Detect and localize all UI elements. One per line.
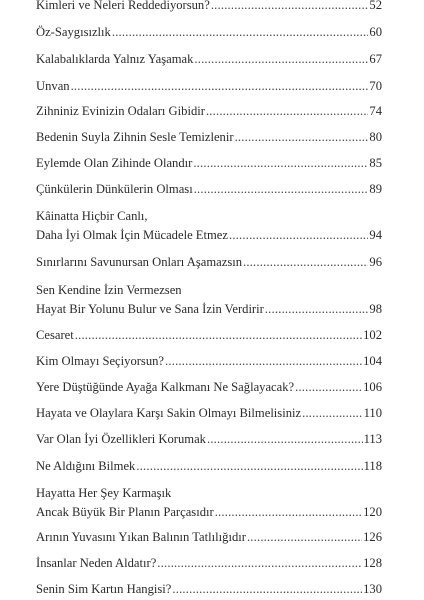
toc-entry-title: Arının Yuvasını Yıkan Balının Tatlılığıdır [36, 530, 246, 544]
toc-entry-page: 74 [369, 104, 382, 118]
toc-entry-title: Ne Aldığını Bilmek [36, 459, 136, 473]
toc-entry-title: Yere Düştüğünde Ayağa Kalkmanı Ne Sağlayacak? [36, 380, 295, 394]
dot-leader [75, 326, 362, 345]
dot-leader [207, 430, 363, 449]
dot-leader [194, 50, 368, 69]
toc-entry-title-line1: Sen Kendine İzin Vermezsen [36, 283, 182, 297]
toc-entry-title: Öz-Saygısızlık [36, 25, 111, 39]
dot-leader [229, 226, 368, 245]
dot-leader [71, 77, 369, 96]
toc-entry-page: 96 [369, 255, 382, 269]
toc-entry [36, 154, 382, 173]
dot-leader [193, 154, 368, 173]
toc-entry [36, 77, 382, 96]
toc-entry-page: 52 [369, 0, 382, 12]
toc-entry-title: Daha İyi Olmak İçin Mücadele Etmez [36, 228, 228, 242]
toc-entry-page: 126 [363, 530, 382, 544]
toc-entry-title: Hayat Bir Yolunu Bulur ve Sana İzin Verdirir [36, 302, 264, 316]
toc-entry-title-line1: Kâinatta Hiçbir Canlı, [36, 209, 148, 223]
toc-entry [36, 457, 382, 476]
toc-entry-title: Unvan [36, 79, 70, 93]
dot-leader [211, 0, 369, 15]
dot-leader [136, 457, 362, 476]
toc-entry-page: 98 [369, 302, 382, 316]
toc-entry-page: 85 [369, 156, 382, 170]
dot-leader [112, 23, 369, 42]
toc-entry [36, 528, 382, 547]
toc-entry [36, 50, 382, 69]
toc-entry-page: 89 [369, 182, 382, 196]
dot-leader [165, 352, 362, 371]
toc-entry-page: 118 [363, 459, 382, 473]
toc-entry [36, 253, 382, 272]
toc-entry-page: 120 [363, 505, 382, 519]
toc-entry [36, 484, 382, 522]
toc-entry [36, 326, 382, 345]
toc-entry-title: Hayata ve Olaylara Karşı Sakin Olmayı Bilmelisiniz [36, 406, 302, 420]
toc-entry-title: Çünkülerin Dünkülerin Olması [36, 182, 193, 196]
toc-entry-title: Kim Olmayı Seçiyorsun? [36, 354, 165, 368]
toc-entry-title: Kimleri ve Neleri Reddediyorsun? [36, 0, 210, 12]
toc-entry-title: İnsanlar Neden Aldatır? [36, 556, 157, 570]
toc-entry-page: 67 [369, 52, 382, 66]
dot-leader [247, 528, 362, 547]
toc-entry-title: Cesaret [36, 328, 74, 342]
toc-entry-page: 113 [363, 432, 382, 446]
toc-entry [36, 180, 382, 199]
toc-entry-page: 104 [363, 354, 382, 368]
toc-entry-page: 80 [369, 130, 382, 144]
toc-entry-title: Bedenin Suyla Zihnin Sesle Temizlenir [36, 130, 234, 144]
toc-entry [36, 404, 382, 423]
dot-leader [235, 128, 369, 147]
toc-entry [36, 352, 382, 371]
toc-entry [36, 281, 382, 319]
dot-leader [172, 580, 362, 599]
dot-leader [243, 253, 368, 272]
toc-entry-title: Zihniniz Evinizin Odaları Gibidir [36, 104, 205, 118]
toc-entry [36, 207, 382, 245]
toc-entry [36, 0, 382, 15]
dot-leader [194, 180, 369, 199]
toc-entry [36, 23, 382, 42]
dot-leader [157, 554, 362, 573]
toc-entry-title: Senin Sim Kartın Hangisi? [36, 582, 172, 596]
toc-entry-title: Ancak Büyük Bir Planın Parçasıdır [36, 505, 214, 519]
toc-entry-page: 70 [369, 79, 382, 93]
toc-entry-page: 128 [363, 556, 382, 570]
toc-entry-page: 110 [363, 406, 382, 420]
toc-entry [36, 378, 382, 397]
toc-entry-page: 106 [363, 380, 382, 394]
toc-entry [36, 580, 382, 599]
dot-leader [295, 378, 362, 397]
toc-entry [36, 430, 382, 449]
toc-entry [36, 128, 382, 147]
toc-entry [36, 102, 382, 121]
toc-entry-title: Var Olan İyi Özellikleri Korumak [36, 432, 206, 446]
toc-entry-title-line1: Hayatta Her Şey Karmaşık [36, 486, 172, 500]
dot-leader [215, 503, 362, 522]
toc-entry-page: 130 [363, 582, 382, 596]
toc-entry-title: Sınırlarını Savunursan Onları Aşamazsın [36, 255, 243, 269]
toc-entry-page: 102 [363, 328, 382, 342]
dot-leader [265, 300, 369, 319]
toc-entry-page: 60 [369, 25, 382, 39]
toc-entry-title: Eylemde Olan Zihinde Olandır [36, 156, 193, 170]
toc-entry-title: Kalabalıklarda Yalnız Yaşamak [36, 52, 194, 66]
toc-entry [36, 554, 382, 573]
toc-entry-page: 94 [369, 228, 382, 242]
dot-leader [206, 102, 368, 121]
dot-leader [302, 404, 362, 423]
